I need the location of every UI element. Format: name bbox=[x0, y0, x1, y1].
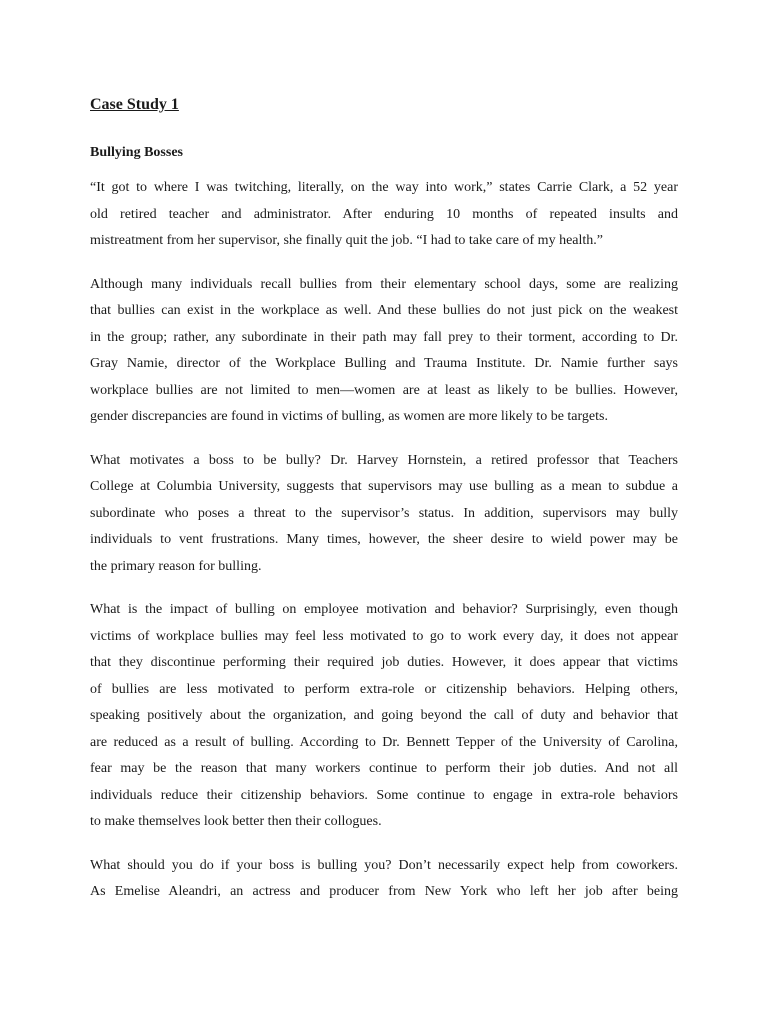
text-line: College at Columbia University, suggests that supervisors may use bulling as a mean to subdue a bbox=[90, 479, 678, 494]
text-line: of bullies are less motivated to perform extra-role or citizenship behaviors. Helping others, bbox=[90, 681, 678, 697]
text-line: individuals to vent frustrations. Many times, however, the sheer desire to wield power may be bbox=[90, 532, 678, 547]
paragraph-4 bbox=[90, 597, 678, 836]
paragraph-1 bbox=[90, 175, 678, 255]
section-heading: Bullying Bosses bbox=[90, 145, 183, 160]
text-line: the primary reason for bulling. bbox=[90, 558, 262, 574]
text-line: “It got to where I was twitching, literally, on the way into work,” states Carrie Clark, a 52 year bbox=[90, 180, 678, 195]
text-line: fear may be the reason that many workers continue to perform their job duties. And not all bbox=[90, 761, 678, 776]
text-line: that bullies can exist in the workplace as well. And these bullies do not just pick on the weakest bbox=[90, 303, 678, 318]
text-line: What motivates a boss to be bully? Dr. Harvey Hornstein, a retired professor that Teachers bbox=[90, 452, 678, 468]
text-line: mistreatment from her supervisor, she finally quit the job. “I had to take care of my health.” bbox=[90, 233, 603, 248]
text-line: gender discrepancies are found in victims of bulling, as women are more likely to be targets. bbox=[90, 409, 608, 424]
text-line: old retired teacher and administrator. After enduring 10 months of repeated insults and bbox=[90, 206, 678, 222]
document-page bbox=[90, 92, 678, 906]
paragraph-3 bbox=[90, 448, 678, 581]
text-line: Although many individuals recall bullies from their elementary school days, some are realizing bbox=[90, 276, 678, 292]
text-line: Gray Namie, director of the Workplace Bulling and Trauma Institute. Dr. Namie further says bbox=[90, 356, 678, 371]
text-line: As Emelise Aleandri, an actress and producer from New York who left her job after being bbox=[90, 884, 678, 899]
text-line: victims of workplace bullies may feel less motivated to go to work every day, it does not appear bbox=[90, 628, 678, 644]
text-line: speaking positively about the organization, and going beyond the call of duty and behavior that bbox=[90, 708, 678, 723]
paragraph-2 bbox=[90, 272, 678, 431]
text-line: that they discontinue performing their required job duties. However, it does appear that victims bbox=[90, 655, 678, 670]
text-line: in the group; rather, any subordinate in their path may fall prey to their torment, according to Dr. bbox=[90, 329, 678, 345]
text-line: workplace bullies are not limited to men—women are at least as likely to be bullies. However, bbox=[90, 382, 678, 398]
paragraph-5 bbox=[90, 853, 678, 906]
text-line: are reduced as a result of bulling. According to Dr. Bennett Tepper of the University of Carolina, bbox=[90, 734, 678, 750]
text-line: What should you do if your boss is bulling you? Don’t necessarily expect help from coworkers. bbox=[90, 857, 678, 873]
text-line: individuals reduce their citizenship behaviors. Some continue to engage in extra-role behaviors bbox=[90, 787, 678, 803]
text-line: to make themselves look better then their collogues. bbox=[90, 814, 382, 829]
text-line: subordinate who poses a threat to the supervisor’s status. In addition, supervisors may bully bbox=[90, 505, 678, 521]
document-title: Case Study 1 bbox=[90, 96, 179, 113]
text-line: What is the impact of bulling on employee motivation and behavior? Surprisingly, even though bbox=[90, 602, 678, 617]
